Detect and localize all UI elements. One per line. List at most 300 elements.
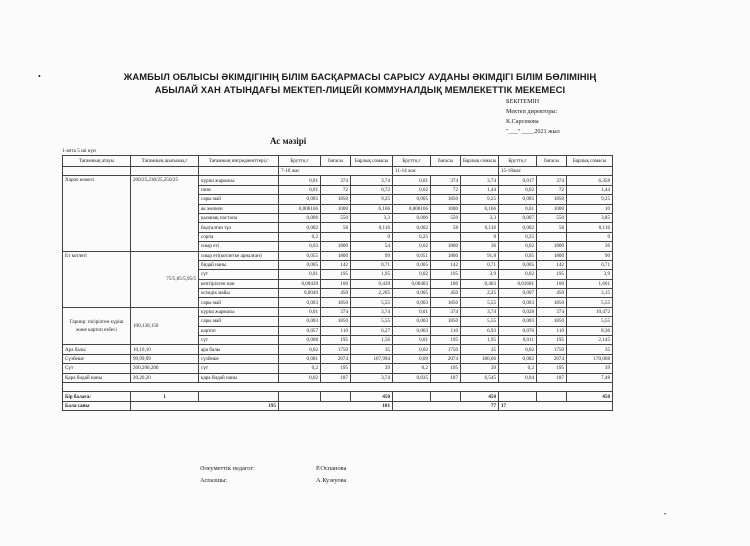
header-cell: бағасы — [431, 156, 461, 167]
value-cell: 54 — [351, 242, 393, 251]
value-cell: 0,007 — [499, 289, 537, 298]
value-cell: 0,003 — [499, 317, 537, 326]
value-cell: 374 — [537, 307, 567, 316]
value-cell: 0,01 — [279, 270, 321, 279]
value-cell: 1800 — [431, 251, 461, 260]
value-cell: 0 — [567, 232, 613, 241]
value-cell: 1850 — [431, 298, 461, 307]
value-cell: 1850 — [321, 195, 351, 204]
value-cell: 1000 — [321, 204, 351, 213]
table-row — [63, 373, 613, 382]
value-cell: 170,068 — [567, 354, 613, 363]
header-cell: бағасы — [537, 156, 567, 167]
summary-body — [63, 382, 613, 410]
value-cell: 72 — [431, 185, 461, 194]
empty-cell — [63, 167, 131, 176]
value-cell: 187 — [321, 373, 351, 382]
value-cell: 1750 — [321, 345, 351, 354]
header-cell: Брутто,г — [499, 156, 537, 167]
value-cell: 0,002 — [279, 223, 321, 232]
value-cell: 1850 — [431, 317, 461, 326]
value-cell: 0,02 — [393, 345, 431, 354]
table-row — [63, 345, 613, 354]
value-cell: 0,076 — [499, 326, 537, 335]
value-cell: 9,25 — [567, 195, 613, 204]
value-cell: 0,01 — [279, 185, 321, 194]
value-cell: 0,002 — [393, 223, 431, 232]
child-count-row — [63, 401, 613, 410]
value-cell: 195 — [321, 336, 351, 345]
ingredient-cell: сүт — [199, 336, 279, 345]
value-cell: 0,00439 — [279, 279, 321, 288]
ingredient-cell: сүт — [199, 364, 279, 373]
value-cell: 0,028 — [499, 307, 537, 316]
value-cell: 0,0049 — [279, 289, 321, 298]
value-cell: 1800 — [321, 251, 351, 260]
value-cell: 1850 — [321, 298, 351, 307]
value-cell: 3,74 — [351, 373, 393, 382]
value-cell: 142 — [431, 260, 461, 269]
value-cell: 0,051 — [393, 251, 431, 260]
value-cell: 0,005 — [279, 195, 321, 204]
ingredient-cell: қызанақ пастасы — [199, 213, 279, 222]
value-cell: 450 — [321, 289, 351, 298]
value-cell: 0,005 — [499, 260, 537, 269]
value-cell: 142 — [537, 260, 567, 269]
value-cell: 142 — [321, 260, 351, 269]
value-cell: 0,081 — [279, 354, 321, 363]
value-cell: 1750 — [431, 345, 461, 354]
value-cell: 9,25 — [461, 195, 499, 204]
value-cell: 0,02 — [393, 270, 431, 279]
value-cell: 0,116 — [567, 223, 613, 232]
dish-name-cell: Сүт — [63, 364, 131, 373]
value-cell: 550 — [431, 213, 461, 222]
header-cell: Брутто,г — [279, 156, 321, 167]
value-cell: 0,005 — [499, 195, 537, 204]
child-count-total: 195 — [131, 401, 279, 410]
value-cell: 195 — [537, 270, 567, 279]
ingredient-cell: сүзбеше — [199, 354, 279, 363]
value-cell: 0,25 — [499, 232, 537, 241]
value-cell: 35 — [461, 345, 499, 354]
value-cell: 0,02 — [499, 270, 537, 279]
value-cell: 0,003 — [279, 317, 321, 326]
dish-name-cell: Ет котлеті — [63, 251, 131, 307]
value-cell: 3,3 — [461, 213, 499, 222]
header-cell: Брутто,г — [393, 156, 431, 167]
approval-block — [506, 97, 560, 137]
per-child-row — [63, 392, 613, 401]
value-cell: 91,8 — [461, 251, 499, 260]
table-row — [63, 354, 613, 363]
ingredient-cell: сиыр еті(котлетке арналған) — [199, 251, 279, 260]
menu-table-body — [63, 156, 613, 383]
value-cell: 0,00403 — [393, 279, 431, 288]
value-cell: 0,71 — [351, 260, 393, 269]
ingredient-cell: сиыр еті — [199, 242, 279, 251]
ingredient-cell: сары май — [199, 195, 279, 204]
child-count-label: Бала саны — [63, 401, 131, 410]
empty-cell — [537, 392, 567, 401]
value-cell: 0,003 — [393, 317, 431, 326]
ingredient-cell: кептірілген нан — [199, 279, 279, 288]
value-cell: 0,007 — [499, 213, 537, 222]
value-cell: 0,008 — [279, 336, 321, 345]
value-cell: 39 — [567, 364, 613, 373]
table-row — [63, 251, 613, 260]
value-cell: 0,01 — [393, 307, 431, 316]
per-child-total: 450 — [351, 392, 393, 401]
value-cell: 0,09 — [393, 354, 431, 363]
value-cell: 8,36 — [567, 326, 613, 335]
ingredient-cell: өсімдік майы — [199, 289, 279, 298]
value-cell: 0,01 — [393, 176, 431, 185]
document-title — [50, 70, 670, 96]
value-cell: 1850 — [537, 317, 567, 326]
pedagog-name: Р.Оспанова — [316, 465, 347, 472]
value-cell: 0,02 — [499, 242, 537, 251]
value-cell: 0,057 — [279, 326, 321, 335]
value-cell: 5,55 — [461, 298, 499, 307]
value-cell: 450 — [431, 289, 461, 298]
dot-mark: • — [38, 72, 41, 81]
value-cell: 39 — [461, 364, 499, 373]
ingredient-cell: қара бидай наны — [199, 373, 279, 382]
dish-name-cell: Харчо көжесі — [63, 176, 131, 251]
value-cell: 374 — [321, 176, 351, 185]
value-cell: 195 — [431, 364, 461, 373]
value-cell: 187 — [431, 373, 461, 382]
value-cell: 0,01601 — [499, 279, 537, 288]
yield-cell: 200/25,230/25,250/25 — [131, 176, 199, 251]
value-cell: 1,95 — [351, 270, 393, 279]
value-cell: 0,035 — [393, 373, 431, 382]
ingredient-cell: ара балы — [199, 345, 279, 354]
dish-name-cell: Ара балы — [63, 345, 131, 354]
value-cell: 0,063 — [393, 326, 431, 335]
value-cell: 0,055 — [279, 251, 321, 260]
yield-cell: 99,99,99 — [131, 354, 199, 363]
value-cell: 1,44 — [461, 185, 499, 194]
value-cell: 195 — [431, 270, 461, 279]
value-cell: 0,005 — [279, 260, 321, 269]
value-cell: 5,55 — [351, 317, 393, 326]
ingredient-cell: күріш жармасы — [199, 176, 279, 185]
value-cell: 90 — [567, 251, 613, 260]
value-cell: 1850 — [537, 298, 567, 307]
value-cell: 1,95 — [461, 336, 499, 345]
value-cell: 1800 — [321, 242, 351, 251]
value-cell: 0,082 — [499, 354, 537, 363]
value-cell: 0,005 — [393, 289, 431, 298]
value-cell: 72 — [537, 185, 567, 194]
value-cell: 374 — [431, 307, 461, 316]
yield-cell: 200,200,200 — [131, 364, 199, 373]
cook-name: А.Кузеуова — [316, 477, 347, 484]
header-cell: Барлық сомасы — [351, 156, 393, 167]
value-cell: 0,006 — [279, 213, 321, 222]
value-cell: 1000 — [431, 204, 461, 213]
value-cell: 3,74 — [351, 176, 393, 185]
value-cell: 1750 — [537, 345, 567, 354]
header-row — [63, 156, 613, 167]
value-cell: 0,01 — [279, 307, 321, 316]
value-cell: 1800 — [537, 251, 567, 260]
value-cell: 6,545 — [461, 373, 499, 382]
value-cell: 0,005 — [393, 260, 431, 269]
value-cell: 6,358 — [567, 176, 613, 185]
value-cell: 10 — [567, 204, 613, 213]
value-cell: 2,145 — [567, 336, 613, 345]
weekday-label: 1-апта 5 ші күн — [62, 148, 96, 154]
value-cell: 0,006166 — [393, 204, 431, 213]
value-cell: 0,72 — [351, 185, 393, 194]
ingredient-cell: сары май — [199, 298, 279, 307]
value-cell: 0,01 — [499, 204, 537, 213]
value-cell: 195 — [537, 336, 567, 345]
value-cell: 1,601 — [567, 279, 613, 288]
value-cell: 0,02 — [393, 242, 431, 251]
value-cell: 0,2 — [279, 232, 321, 241]
table-row — [63, 176, 613, 185]
ingredient-cell: сары май — [199, 317, 279, 326]
header-cell: Тағамның шығымы,г — [131, 156, 199, 167]
per-child-label: Бір балаға: — [63, 392, 131, 401]
value-cell: 0,71 — [461, 260, 499, 269]
value-cell: 0,003 — [279, 298, 321, 307]
ingredient-cell: сорпа — [199, 232, 279, 241]
value-cell: 1,44 — [567, 185, 613, 194]
value-cell: 58 — [431, 223, 461, 232]
value-cell: 35 — [567, 345, 613, 354]
ingredient-cell: сүт — [199, 270, 279, 279]
dish-name-cell: Қара бидай наны — [63, 373, 131, 382]
value-cell: 1000 — [537, 204, 567, 213]
director-name: К.Сарсекова — [506, 118, 539, 125]
per-child-total: 450 — [567, 392, 613, 401]
value-cell: 0,006166 — [279, 204, 321, 213]
ingredient-cell: ак желкен — [199, 204, 279, 213]
title-line-1: ЖАМБЫЛ ОБЛЫСЫ ӘКІМДІГІНІҢ БІЛІМ БАСҚАРМАСЫ САРЫСУ АУДАНЫ ӘКІМДІГІ БІЛІМ БӨЛІМІНІҢ — [123, 71, 597, 82]
value-cell: 36 — [567, 242, 613, 251]
child-count-group: 101 — [279, 401, 393, 410]
value-cell: 1800 — [431, 242, 461, 251]
value-cell: 195 — [431, 336, 461, 345]
value-cell: 0 — [351, 232, 393, 241]
value-cell: 3,15 — [567, 289, 613, 298]
value-cell: 100 — [431, 279, 461, 288]
value-cell: 100 — [537, 279, 567, 288]
menu-heading: Ас мәзірі — [270, 136, 307, 146]
value-cell: 58 — [537, 223, 567, 232]
spacer-cell — [63, 382, 613, 391]
value-cell: 0 — [461, 232, 499, 241]
dish-name-cell: Гарнир: пісірілген күріш және картоп езбесі — [63, 307, 131, 345]
value-cell: 2074 — [321, 354, 351, 363]
value-cell: 9,25 — [351, 195, 393, 204]
value-cell: 2,205 — [351, 289, 393, 298]
value-cell: 0,2 — [499, 364, 537, 373]
value-cell: 6,166 — [461, 204, 499, 213]
header-cell: бағасы — [321, 156, 351, 167]
value-cell: 36 — [461, 242, 499, 251]
value-cell: 0,02 — [499, 185, 537, 194]
yield-cell: 75/5,85/5,95/5 — [131, 251, 199, 307]
value-cell: 5,55 — [567, 298, 613, 307]
child-count-group: 17 — [499, 401, 613, 410]
empty-cell — [393, 392, 431, 401]
value-cell: 6,166 — [351, 204, 393, 213]
header-cell: Барлық сомасы — [567, 156, 613, 167]
value-cell: 0,2 — [279, 364, 321, 373]
value-cell: 0,02 — [499, 345, 537, 354]
value-cell: 0,017 — [499, 176, 537, 185]
value-cell: 0,04 — [499, 373, 537, 382]
value-cell: 7,48 — [567, 373, 613, 382]
value-cell: 3,74 — [461, 176, 499, 185]
value-cell: 5,55 — [567, 317, 613, 326]
approve-label: БЕКІТЕМІН — [506, 98, 540, 105]
value-cell: 110 — [321, 326, 351, 335]
value-cell: 6,93 — [461, 326, 499, 335]
value-cell: 110 — [537, 326, 567, 335]
value-cell: 195 — [321, 270, 351, 279]
value-cell: 0,002 — [499, 223, 537, 232]
value-cell: 35 — [351, 345, 393, 354]
value-cell: 550 — [537, 213, 567, 222]
cook-label: Аспазшы: — [200, 477, 228, 484]
yield-cell: 100,130,150 — [131, 307, 199, 345]
empty-cell — [431, 392, 461, 401]
value-cell: 99 — [351, 251, 393, 260]
value-cell: 0,03 — [279, 242, 321, 251]
value-cell: 0,116 — [461, 223, 499, 232]
value-cell: 550 — [321, 213, 351, 222]
value-cell: 3,9 — [567, 270, 613, 279]
child-count-group: 77 — [393, 401, 499, 410]
menu-table — [62, 155, 613, 411]
value-cell: 1850 — [537, 195, 567, 204]
value-cell: 0,02 — [393, 185, 431, 194]
spacer-row — [63, 382, 613, 391]
value-cell: 3,74 — [461, 307, 499, 316]
value-cell: 195 — [537, 364, 567, 373]
value-cell: 0,2 — [393, 364, 431, 373]
value-cell: 0,006 — [393, 213, 431, 222]
value-cell: 2,25 — [461, 289, 499, 298]
value-cell: 0,003 — [499, 298, 537, 307]
header-cell: Тағамның атауы — [63, 156, 131, 167]
value-cell: 1850 — [431, 195, 461, 204]
value-cell: 1850 — [321, 317, 351, 326]
age-group-row — [63, 167, 613, 176]
dot-mark: • — [664, 512, 667, 518]
value-cell: 100 — [321, 279, 351, 288]
value-cell: 0,05 — [499, 251, 537, 260]
value-cell: 167,994 — [351, 354, 393, 363]
header-cell: Барлық сомасы — [461, 156, 499, 167]
empty-cell — [199, 167, 279, 176]
ingredient-cell: пияз — [199, 185, 279, 194]
value-cell: 2074 — [431, 354, 461, 363]
per-child-value: 1 — [131, 392, 199, 401]
value-cell — [321, 232, 351, 241]
value-cell: 187 — [537, 373, 567, 382]
value-cell: 0,403 — [461, 279, 499, 288]
value-cell: 0,116 — [351, 223, 393, 232]
value-cell: 5,55 — [351, 298, 393, 307]
value-cell: 0,01 — [393, 336, 431, 345]
value-cell: 0,71 — [567, 260, 613, 269]
empty-cell — [199, 392, 279, 401]
empty-cell — [321, 392, 351, 401]
director-role: Мектеп директоры: — [506, 108, 558, 115]
title-line-2: АБЫЛАЙ ХАН АТЫНДАҒЫ МЕКТЕП-ЛИЦЕЙІ КОММУНАЛДЫҚ МЕМЛЕКЕТТІК МЕКЕМЕСІ — [154, 84, 566, 95]
yield-cell: 20,20,20 — [131, 373, 199, 382]
approve-date: "___" ____2021 жыл — [506, 128, 560, 135]
ingredient-cell: күріш жармасы — [199, 307, 279, 316]
value-cell — [431, 232, 461, 241]
value-cell: 39 — [351, 364, 393, 373]
value-cell: 0,02 — [279, 373, 321, 382]
value-cell: 374 — [321, 307, 351, 316]
table-row — [63, 307, 613, 316]
value-cell: 72 — [321, 185, 351, 194]
header-cell: Тағамның ингредиенттері,г — [199, 156, 279, 167]
value-cell: 374 — [537, 176, 567, 185]
per-child-total: 450 — [461, 392, 499, 401]
ingredient-cell: картоп — [199, 326, 279, 335]
value-cell: 110 — [431, 326, 461, 335]
value-cell: 0,01 — [279, 176, 321, 185]
value-cell: 374 — [431, 176, 461, 185]
value-cell: 3,85 — [567, 213, 613, 222]
value-cell: 0,439 — [351, 279, 393, 288]
value-cell: 450 — [537, 289, 567, 298]
table-row — [63, 364, 613, 373]
value-cell: 186,66 — [461, 354, 499, 363]
age-group-cell: 15-18жас — [499, 167, 613, 176]
ingredient-cell: бидай наны — [199, 260, 279, 269]
age-group-cell: 7-10 жас — [279, 167, 393, 176]
yield-cell: 10,10,10 — [131, 345, 199, 354]
value-cell: 0,011 — [499, 336, 537, 345]
empty-cell — [499, 392, 537, 401]
empty-cell — [279, 392, 321, 401]
value-cell: 3,74 — [351, 307, 393, 316]
value-cell: 6,27 — [351, 326, 393, 335]
value-cell: 0,25 — [393, 232, 431, 241]
value-cell: 2074 — [537, 354, 567, 363]
value-cell — [537, 232, 567, 241]
value-cell: 0,02 — [279, 345, 321, 354]
empty-cell — [131, 167, 199, 176]
ingredient-cell: йодталған тұз — [199, 223, 279, 232]
value-cell: 1800 — [537, 242, 567, 251]
value-cell: 10,472 — [567, 307, 613, 316]
value-cell: 5,55 — [461, 317, 499, 326]
value-cell: 0,003 — [393, 298, 431, 307]
pedagog-label: Әлеуметтік педагог: — [200, 465, 255, 472]
age-group-cell: 11-14 жас — [393, 167, 499, 176]
value-cell: 1,56 — [351, 336, 393, 345]
value-cell: 58 — [321, 223, 351, 232]
value-cell: 3,9 — [461, 270, 499, 279]
dish-name-cell: Сүзбеше — [63, 354, 131, 363]
value-cell: 3,3 — [351, 213, 393, 222]
value-cell: 195 — [321, 364, 351, 373]
